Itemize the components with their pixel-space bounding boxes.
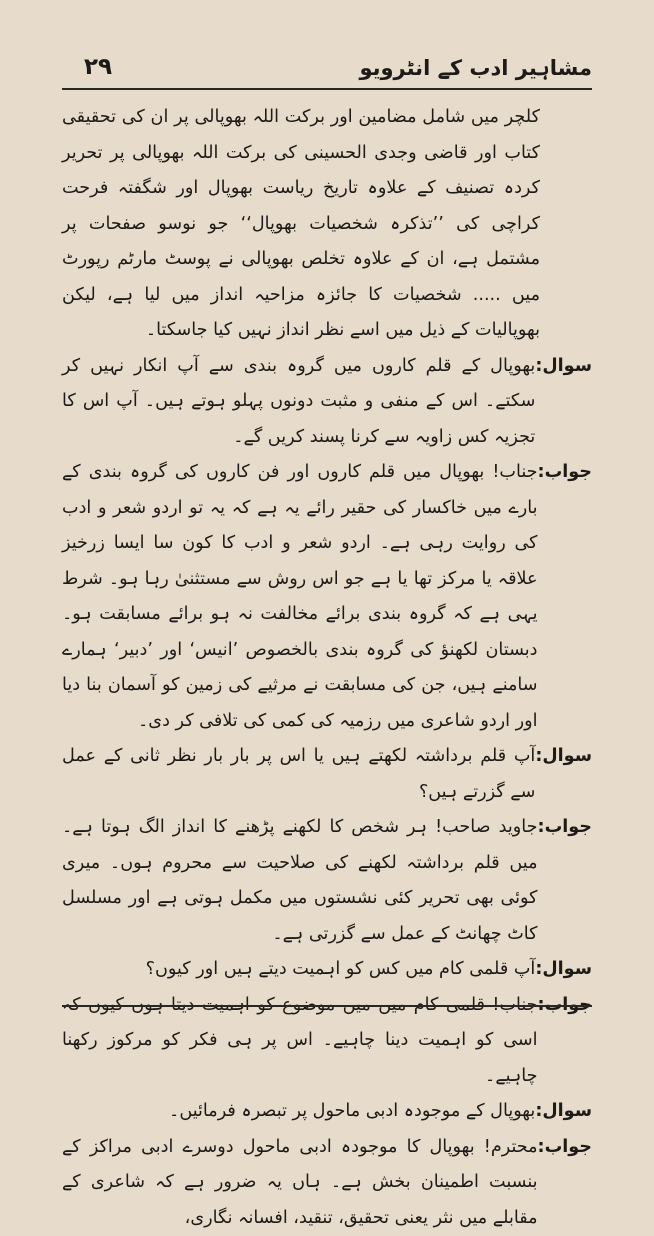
header-rule [62,88,592,90]
answer-text: محترم! بھوپال کا موجودہ ادبی ماحول دوسرے ادبی مراکز کے بنسبت اطمینان بخش ہے۔ ہاں یہ ضرور ہے کہ شاعری کے مقابلے میں نثر یعنی تحقیق، تنقید، افسانہ نگاری، [62,1130,538,1236]
footer-rule [62,1005,592,1007]
answer-block [62,988,592,1095]
interview-qa-list [62,349,592,1236]
page-number: ۲۹ [84,54,112,80]
running-title: مشاہیر ادب کے انٹرویو [359,56,592,80]
question-label: سوال: [535,349,592,385]
question-block [62,349,592,456]
question-label: سوال: [535,739,592,775]
answer-label: جواب: [538,988,592,1024]
answer-label: جواب: [538,455,592,491]
answer-block [62,455,592,739]
question-block [62,1094,592,1130]
question-block [62,739,592,810]
page-header [62,40,592,90]
question-label: سوال: [535,1094,592,1130]
question-block [62,952,592,988]
question-text: آپ قلم برداشتہ لکھتے ہیں یا اس پر بار بار نظر ثانی کے عمل سے گزرتے ہیں؟ [62,739,535,810]
answer-text: جناب! بھوپال میں قلم کاروں اور فن کاروں کی گروہ بندی کے بارے میں خاکسار کی حقیر رائے یہ ہے کہ یہ تو اردو شعر و ادب کی روایت رہی ہے۔ اردو شعر و ادب کا کون سا ایسا زرخیز علاقہ یا مرکز تھا یا ہے جو اس روش سے مستثنیٰ رہا ہو۔ شرط یہی ہے کہ گروہ بندی برائے مخالفت نہ ہو برائے مسابقت ہو۔ دبستان لکھنؤ کی گروہ بندی بالخصوص ’انیس‘ اور ’دبیر‘ ہمارے سامنے ہیں، جن کی مسابقت نے مرثیے کی زمین کو آسمان بنا دیا اور اردو شاعری میں رزمیہ کی کمی کی تلافی کر دی۔ [62,455,538,739]
page-body [62,100,592,1236]
question-label: سوال: [535,952,592,988]
question-text: بھوپال کے موجودہ ادبی ماحول پر تبصرہ فرمائیں۔ [62,1094,535,1130]
intro-paragraph: کلچر میں شامل مضامین اور برکت اللہ بھوپالی پر ان کی تحقیقی کتاب اور قاضی وجدی الحسینی کی برکت اللہ بھوپالی پر تحریر کردہ تصنیف کے علاوہ تاریخ ریاست بھوپال اور شگفتہ فرحت کراچی کی ’’تذکرہ شخصیات بھوپال‘‘ جو نوسو صفحات پر مشتمل ہے، ان کے علاوہ تخلص بھوپالی نے پوسٹ مارٹم رپورٹ میں ..... شخصیات کا جائزہ مزاحیہ انداز میں لیا ہے، لیکن بھوپالیات کے ذیل میں اسے نظر انداز نہیں کیا جاسکتا۔ [62,100,592,349]
answer-block [62,1130,592,1236]
question-text: آپ قلمی کام میں کس کو اہمیت دیتے ہیں اور کیوں؟ [62,952,535,988]
answer-label: جواب: [538,810,592,846]
answer-text: جاوید صاحب! ہر شخص کا لکھنے پڑھنے کا انداز الگ ہوتا ہے۔ میں قلم برداشتہ لکھنے کی صلاحیت سے محروم ہوں۔ میری کوئی بھی تحریر کئی نشستوں میں مکمل ہوتی ہے اور مسلسل کاٹ چھانٹ کے عمل سے گزرتی ہے۔ [62,810,538,952]
answer-text: جناب! قلمی کام میں میں موضوع کو اہمیت دیتا ہوں کیوں کہ اسی کو اہمیت دینا چاہیے۔ اس پر ہی فکر کو مرکوز رکھنا چاہیے۔ [62,988,538,1095]
answer-block [62,810,592,952]
question-text: بھوپال کے قلم کاروں میں گروہ بندی سے آپ انکار نہیں کر سکتے۔ اس کے منفی و مثبت دونوں پہلو ہوتے ہیں۔ آپ اس کا تجزیہ کس زاویہ سے کرنا پسند کریں گے۔ [62,349,535,456]
answer-label: جواب: [538,1130,592,1166]
